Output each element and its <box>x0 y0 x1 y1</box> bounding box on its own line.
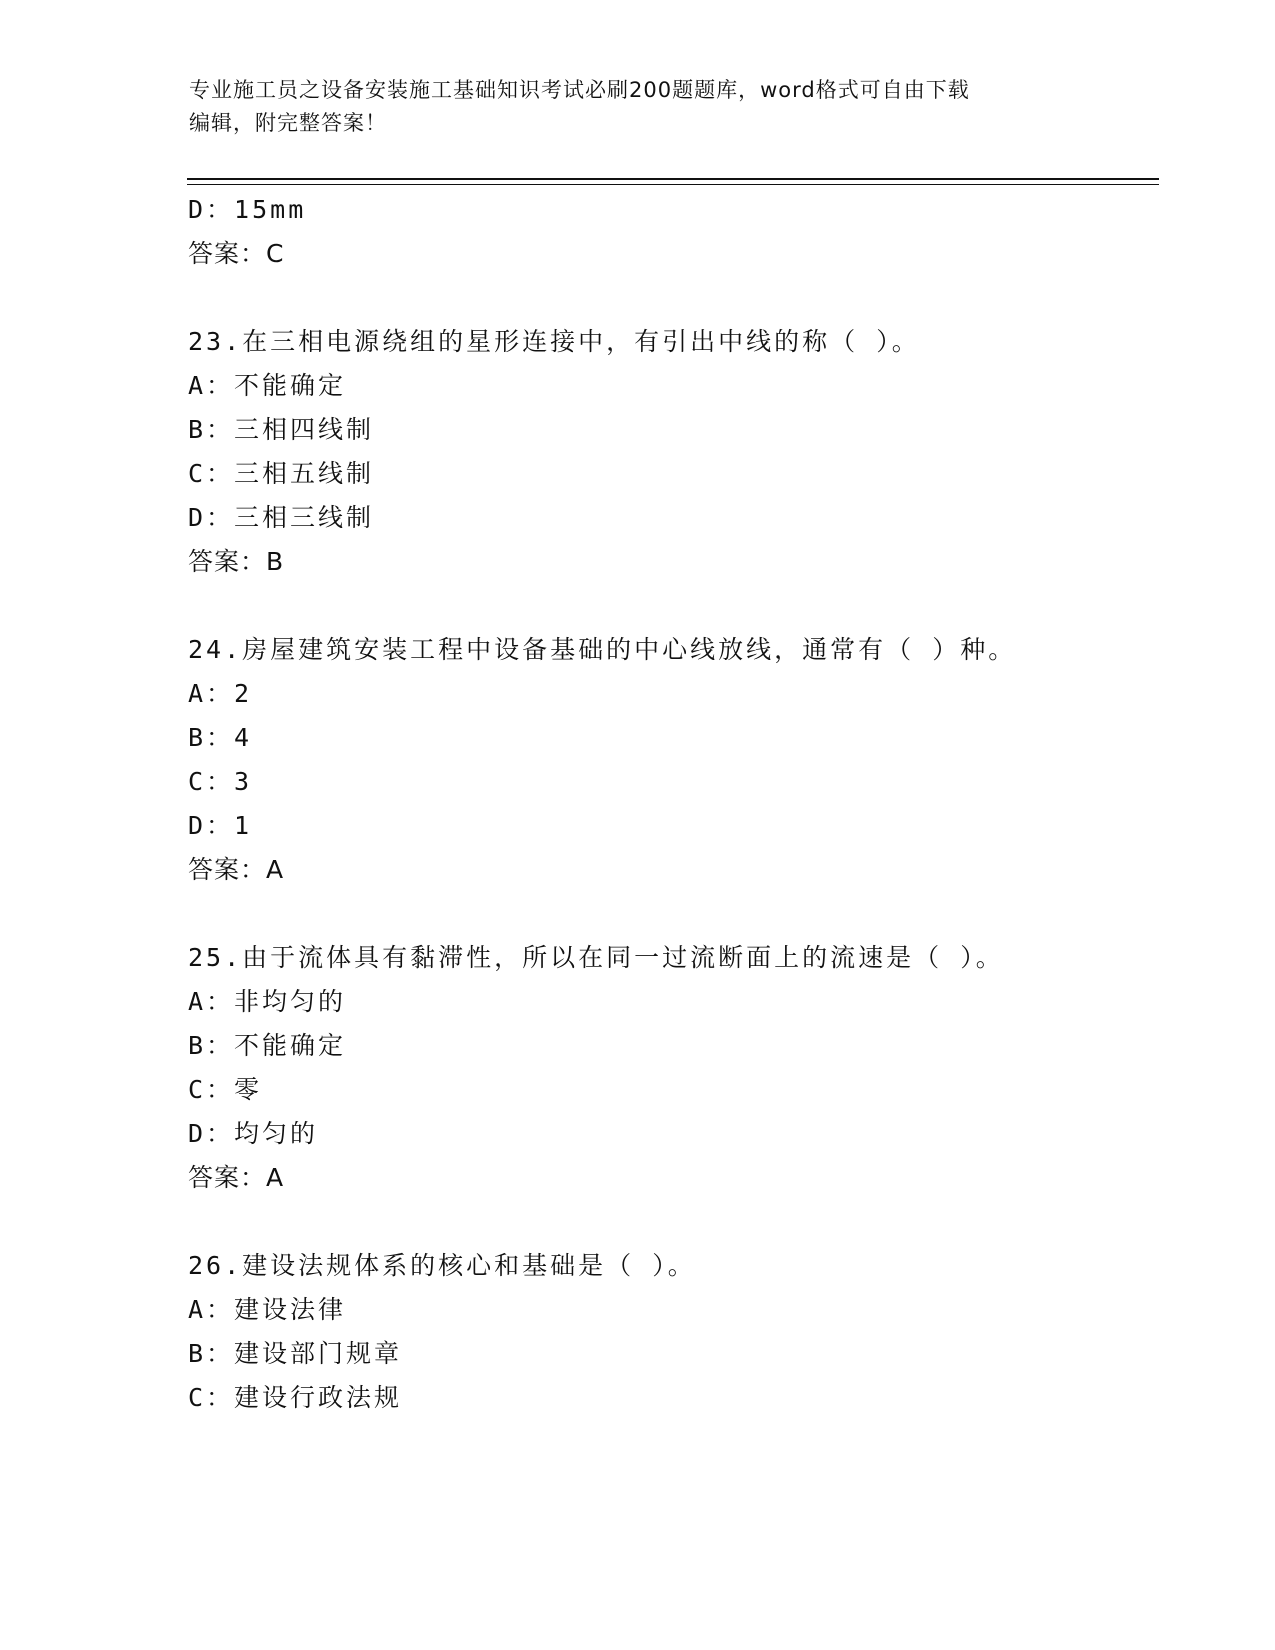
question-26-stem: 26.建设法规体系的核心和基础是（ ）。 <box>188 1251 696 1280</box>
question-25-option-a: A：非均匀的 <box>188 987 347 1016</box>
question-24-option-c: C：3 <box>188 767 253 796</box>
question-26-option-b: B：建设部门规章 <box>188 1339 403 1368</box>
question-25-option-c: C：零 <box>188 1075 263 1104</box>
question-24-answer: 答案：A <box>188 855 285 884</box>
header-title-line-2: 编辑，附完整答案！ <box>189 111 387 135</box>
question-25-option-b: B：不能确定 <box>188 1031 347 1060</box>
question-23-answer: 答案：B <box>188 547 285 576</box>
question-23-option-d: D：三相三线制 <box>188 503 375 532</box>
question-23-option-b: B：三相四线制 <box>188 415 375 444</box>
question-22-answer: 答案：C <box>188 239 285 268</box>
question-22-option-d: D：15mm <box>188 195 307 224</box>
question-26-option-a: A：建设法律 <box>188 1295 347 1324</box>
question-24-option-a: A：2 <box>188 679 253 708</box>
question-26-option-c: C：建设行政法规 <box>188 1383 403 1412</box>
header-divider-thin <box>187 184 1159 185</box>
question-24-option-b: B：4 <box>188 723 253 752</box>
header-divider-thick <box>187 178 1159 180</box>
question-25-stem: 25.由于流体具有黏滞性，所以在同一过流断面上的流速是（ ）。 <box>188 943 1004 972</box>
question-24-stem: 24.房屋建筑安装工程中设备基础的中心线放线，通常有（ ）种。 <box>188 635 1017 664</box>
question-23-stem: 23.在三相电源绕组的星形连接中，有引出中线的称（ ）。 <box>188 327 920 356</box>
question-25-option-d: D：均匀的 <box>188 1119 319 1148</box>
question-23-option-c: C：三相五线制 <box>188 459 375 488</box>
header-title-line-1: 专业施工员之设备安装施工基础知识考试必刷200题题库，word格式可自由下载 <box>189 78 970 102</box>
question-24-option-d: D：1 <box>188 811 253 840</box>
question-25-answer: 答案：A <box>188 1163 285 1192</box>
document-header <box>189 74 1089 140</box>
question-23-option-a: A：不能确定 <box>188 371 347 400</box>
